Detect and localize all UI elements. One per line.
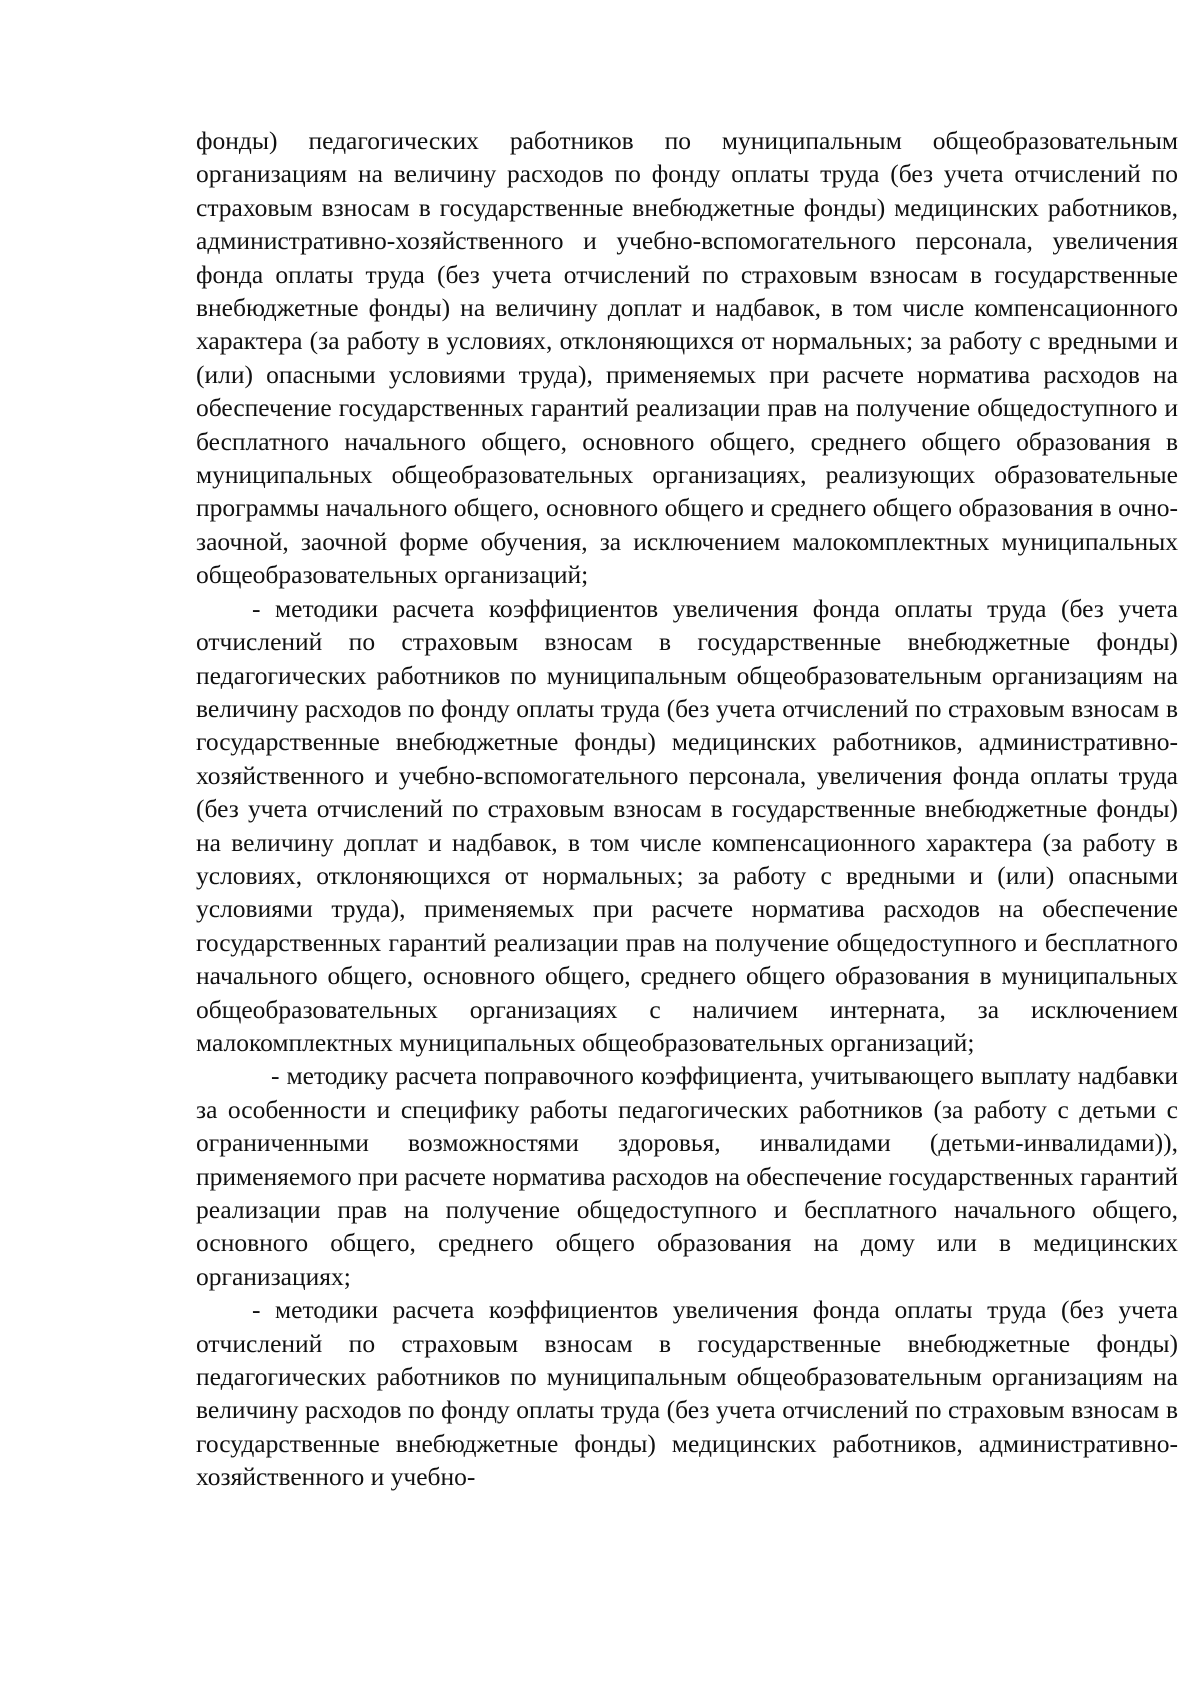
- paragraph-continuation: фонды) педагогических работников по муниципальным общеобразовательным организациям на величину расходов по фонду оплаты труда (без учета отчислений по страховым взносам в государственные внебюджетные фонды) медицинских работников, административно-хозяйственного и учебно-вспомогательного персонала, увеличения фонда оплаты труда (без учета отчислений по страховым взносам в государственные внебюджетные фонды) на величину доплат и надбавок, в том числе компенсационного характера (за работу в условиях, отклоняющихся от нормальных; за работу с вредными и (или) опасными условиями труда), применяемых при расчете норматива расходов на обеспечение государственных гарантий реализации прав на получение общедоступного и бесплатного начального общего, основного общего, среднего общего образования в муниципальных общеобразовательных организациях, реализующих образовательные программы начального общего, основного общего и среднего общего образования в очно-заочной, заочной форме обучения, за исключением малокомплектных муниципальных общеобразовательных организаций;: [196, 126, 1178, 590]
- paragraph-list-item: - методику расчета поправочного коэффициента, учитывающего выплату надбавки за особенности и специфику работы педагогических работников (за работу с детьми с ограниченными возможностями здоровья, инвалидами (детьми-инвалидами)), применяемого при расчете норматива расходов на обеспечение государственных гарантий реализации прав на получение общедоступного и бесплатного начального общего, основного общего, среднего общего образования на дому или в медицинских организациях;: [196, 1061, 1178, 1291]
- document-body: [196, 124, 1178, 1494]
- paragraph-list-item: - методики расчета коэффициентов увеличения фонда оплаты труда (без учета отчислений по страховым взносам в государственные внебюджетные фонды) педагогических работников по муниципальным общеобразовательным организациям на величину расходов по фонду оплаты труда (без учета отчислений по страховым взносам в государственные внебюджетные фонды) медицинских работников, административно-хозяйственного и учебно-: [196, 1295, 1178, 1492]
- paragraph-list-item: - методики расчета коэффициентов увеличения фонда оплаты труда (без учета отчислений по страховым взносам в государственные внебюджетные фонды) педагогических работников по муниципальным общеобразовательным организациям на величину расходов по фонду оплаты труда (без учета отчислений по страховым взносам в государственные внебюджетные фонды) медицинских работников, административно-хозяйственного и учебно-вспомогательного персонала, увеличения фонда оплаты труда (без учета отчислений по страховым взносам в государственные внебюджетные фонды) на величину доплат и надбавок, в том числе компенсационного характера (за работу в условиях, отклоняющихся от нормальных; за работу с вредными и (или) опасными условиями труда), применяемых при расчете норматива расходов на обеспечение государственных гарантий реализации прав на получение общедоступного и бесплатного начального общего, основного общего, среднего общего образования в муниципальных общеобразовательных организациях с наличием интерната, за исключением малокомплектных муниципальных общеобразовательных организаций;: [196, 593, 1178, 1057]
